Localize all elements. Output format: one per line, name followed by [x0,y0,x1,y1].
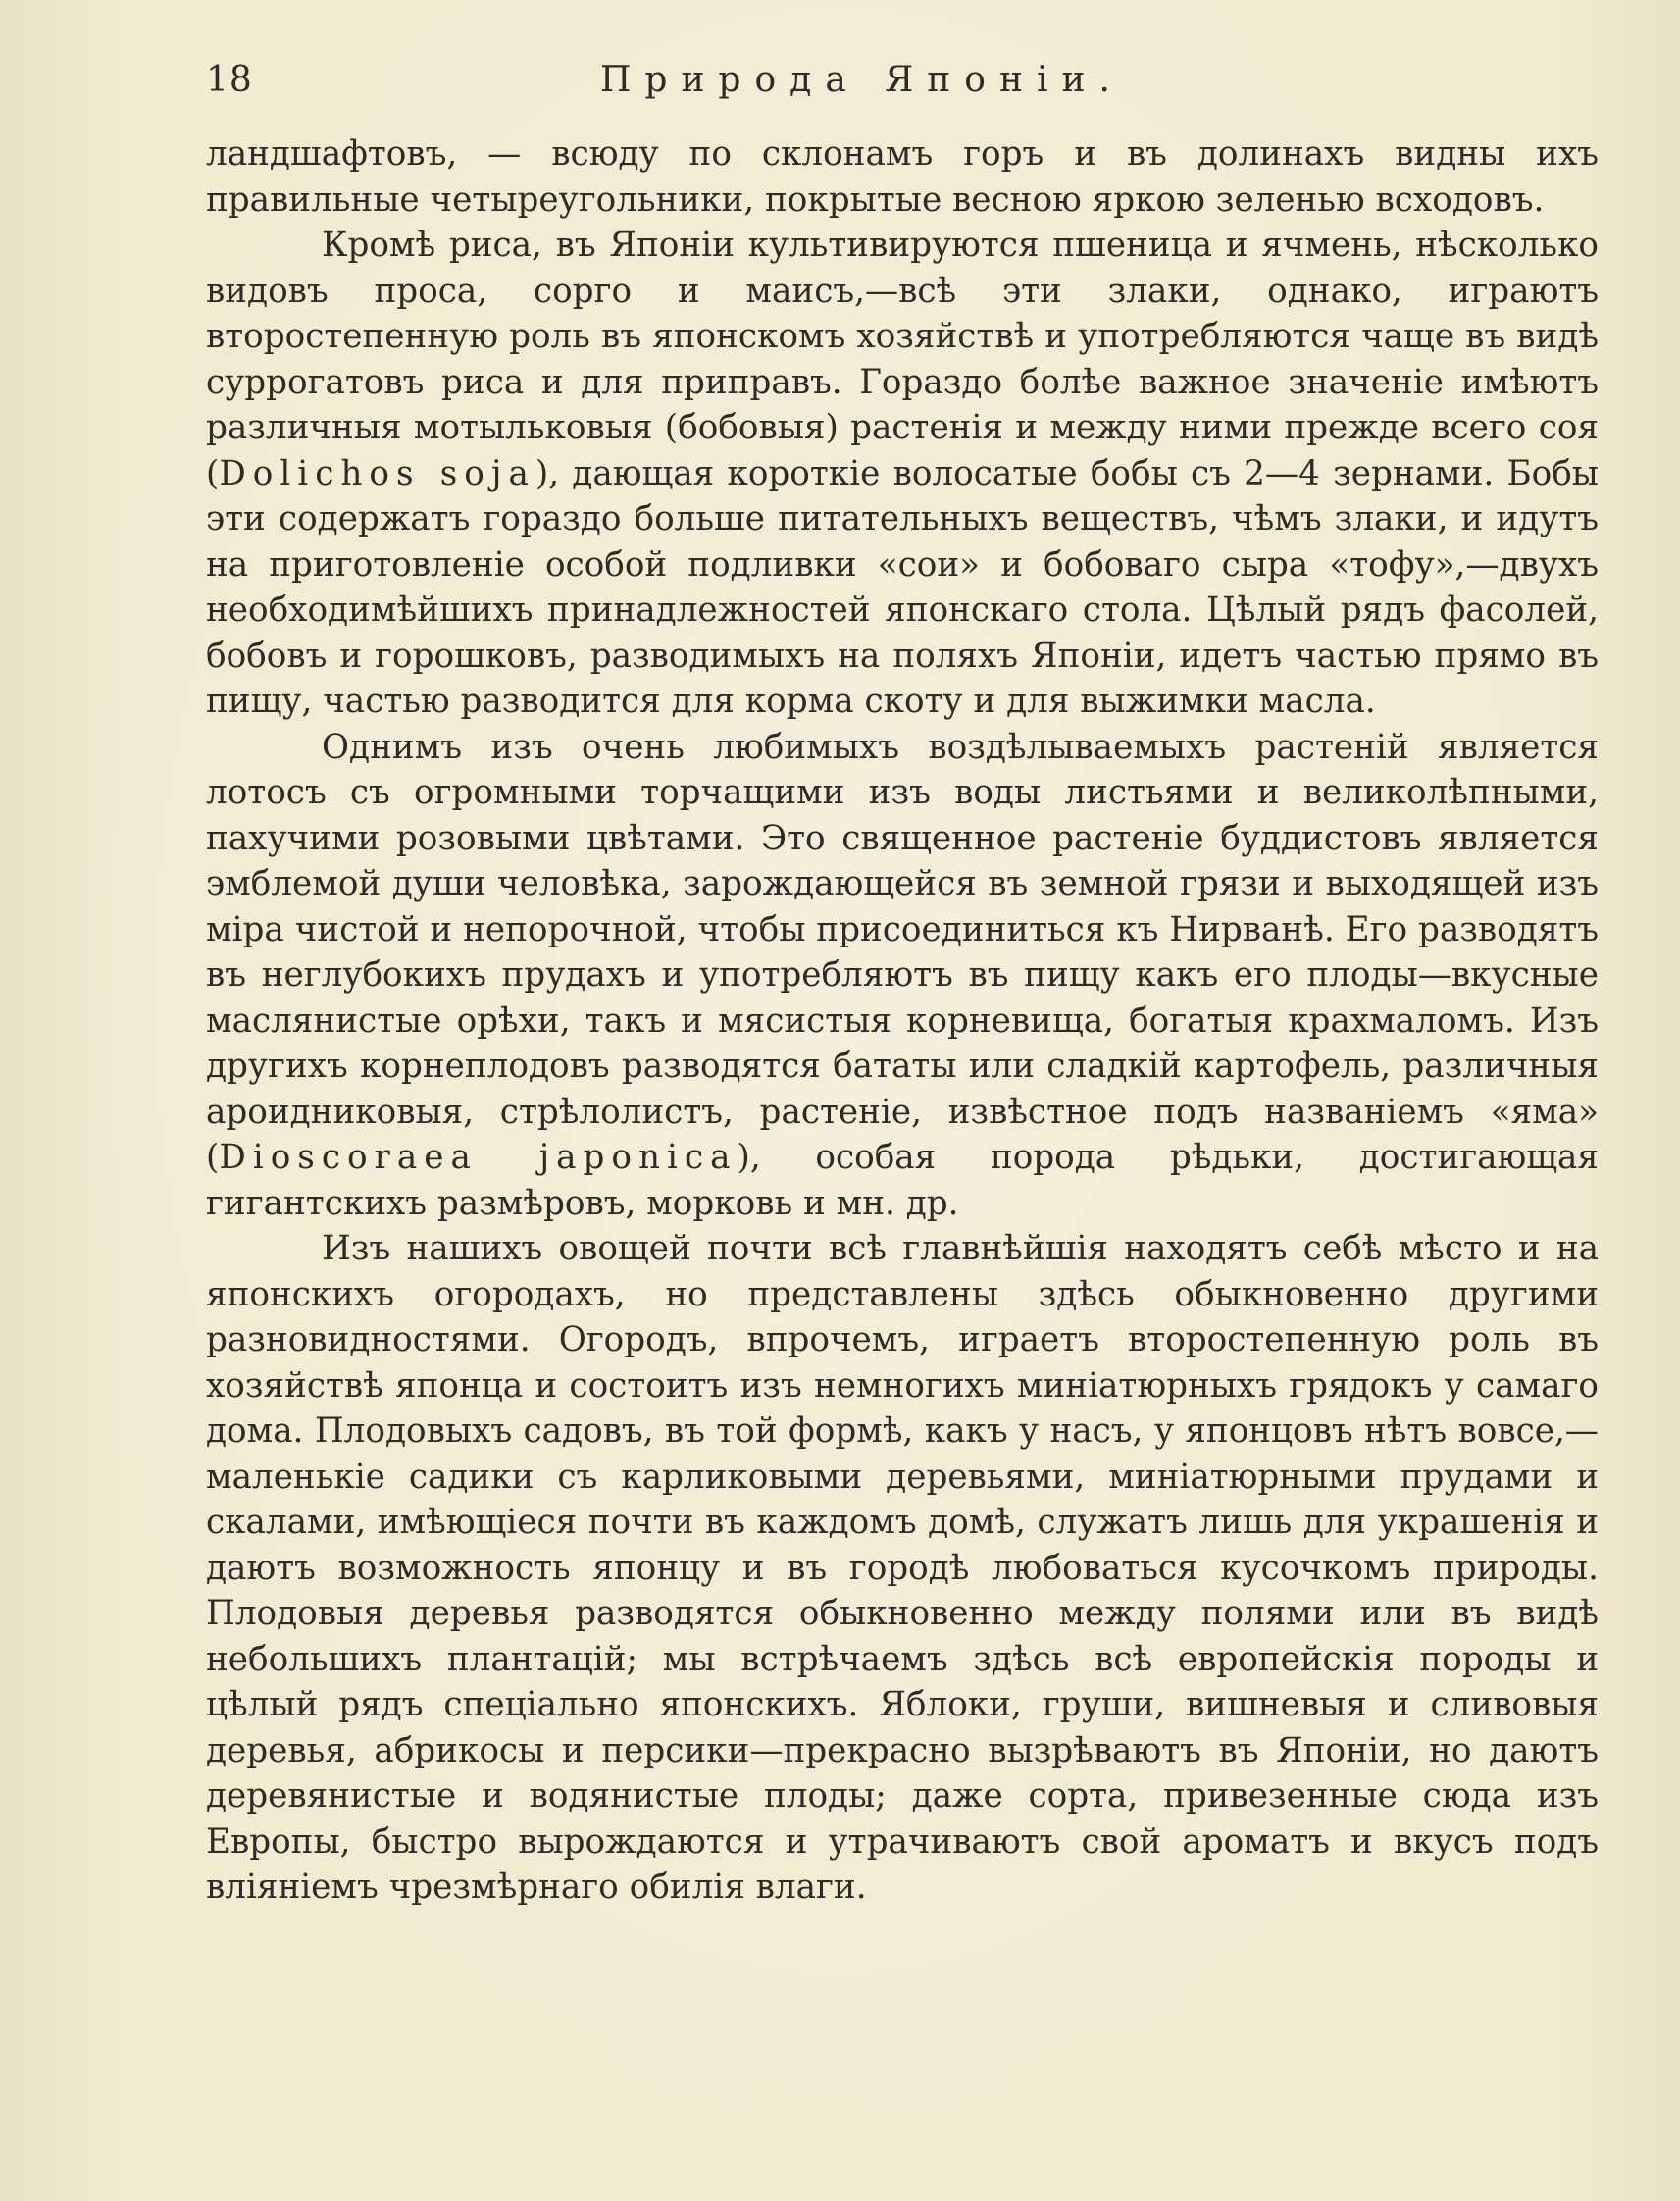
paragraph-1 [206,131,1599,223]
running-title: Природа Японіи. [600,60,1124,100]
latin-name-dolichos-soja: Dolichos soja [219,453,535,493]
paragraph-2-text-after: ), дающая короткіе волосатые бобы съ 2—4 зернами. Бобы эти содержатъ гораздо больше питательныхъ веществъ, чѣмъ злаки, и идутъ на приготовленіе особой подливки «сои» и бобоваго сыра «тофу»,—двухъ необходимѣйшихъ принадлежностей японскаго стола. Цѣлый рядъ фасолей, бобовъ и горошковъ, разводимыхъ на поляхъ Японіи, идетъ частью прямо въ пищу, частью разводится для корма скоту и для выжимки масла. [206,453,1600,721]
paragraph-3 [206,725,1599,1227]
paragraph-4 [206,1226,1599,1911]
latin-name-dioscoraea-japonica: Dioscoraea japonica [219,1138,738,1177]
paragraph-1-text: ландшафтовъ, — всюду по склонамъ горъ и въ долинахъ видны ихъ правильные четыреугольники, покрытые весною яркою зеленью всходовъ. [206,134,1599,220]
paragraph-4-text: Изъ нашихъ овощей почти всѣ главнѣйшія находятъ себѣ мѣсто и на японскихъ огородахъ, но представлены здѣсь обыкновенно другими разновидностями. Огородъ, впрочемъ, играетъ второстепенную роль въ хозяйствѣ японца и состоитъ изъ немногихъ миніатюрныхъ грядокъ у самаго дома. Плодовыхъ садовъ, въ той формѣ, какъ у насъ, у японцовъ нѣтъ вовсе,—маленькіе садики съ карликовыми деревьями, миніатюрными прудами и скалами, имѣющіеся почти въ каждомъ домѣ, служатъ лишь для украшенія и даютъ возможность японцу и въ городѣ любоваться кусочкомъ природы. Плодовыя деревья разводятся обыкновенно между полями или въ видѣ небольшихъ плантацій; мы встрѣчаемъ здѣсь всѣ европейскія породы и цѣлый рядъ спеціально японскихъ. Яблоки, груши, вишневыя и сливовыя деревья, абрикосы и персики—прекрасно вызрѣваютъ въ Японіи, но даютъ деревянистые и водянистые плоды; даже сорта, привезенные сюда изъ Европы, быстро вырождаются и утрачиваютъ свой ароматъ и вкусъ подъ вліяніемъ чрезмѣрнаго обилія влаги. [206,1229,1599,1907]
paragraph-2 [206,223,1599,725]
body-text [206,131,1599,1911]
page-number: 18 [206,60,253,100]
paragraph-3-text-before: Однимъ изъ очень любимыхъ воздѣлываемыхъ растеній является лотосъ съ огромными торчащими изъ воды листьями и великолѣпными, пахучими розовыми цвѣтами. Это священное растеніе буддистовъ является эмблемой души человѣка, зарождающейся въ земной грязи и выходящей изъ міра чистой и непорочной, чтобы присоединиться къ Нирванѣ. Его разводятъ въ неглубокихъ прудахъ и употребляютъ въ пищу какъ его плоды—вкусные маслянистые орѣхи, такъ и мясистыя корневища, богатыя крахмаломъ. Изъ другихъ корнеплодовъ разводятся бататы или сладкій картофель, различныя ароидниковыя, стрѣлолистъ, растеніе, извѣстное подъ названіемъ «яма» ( [206,727,1599,1177]
paragraph-2-text-before: Кромѣ риса, въ Японіи культивируются пшеница и ячмень, нѣсколько видовъ проса, сорго и маисъ,—всѣ эти злаки, однако, играютъ второстепенную роль въ японскомъ хозяйствѣ и употребляются чаще въ видѣ суррогатовъ риса и для приправъ. Гораздо болѣе важное значеніе имѣютъ различныя мотыльковыя (бобовыя) растенія и между ними прежде всего соя ( [206,226,1599,493]
paragraph-3-text-after: ), особая порода рѣдьки, достигающая гигантскихъ размѣровъ, морковь и мн. др. [206,1138,1599,1223]
page-header [206,57,1608,104]
